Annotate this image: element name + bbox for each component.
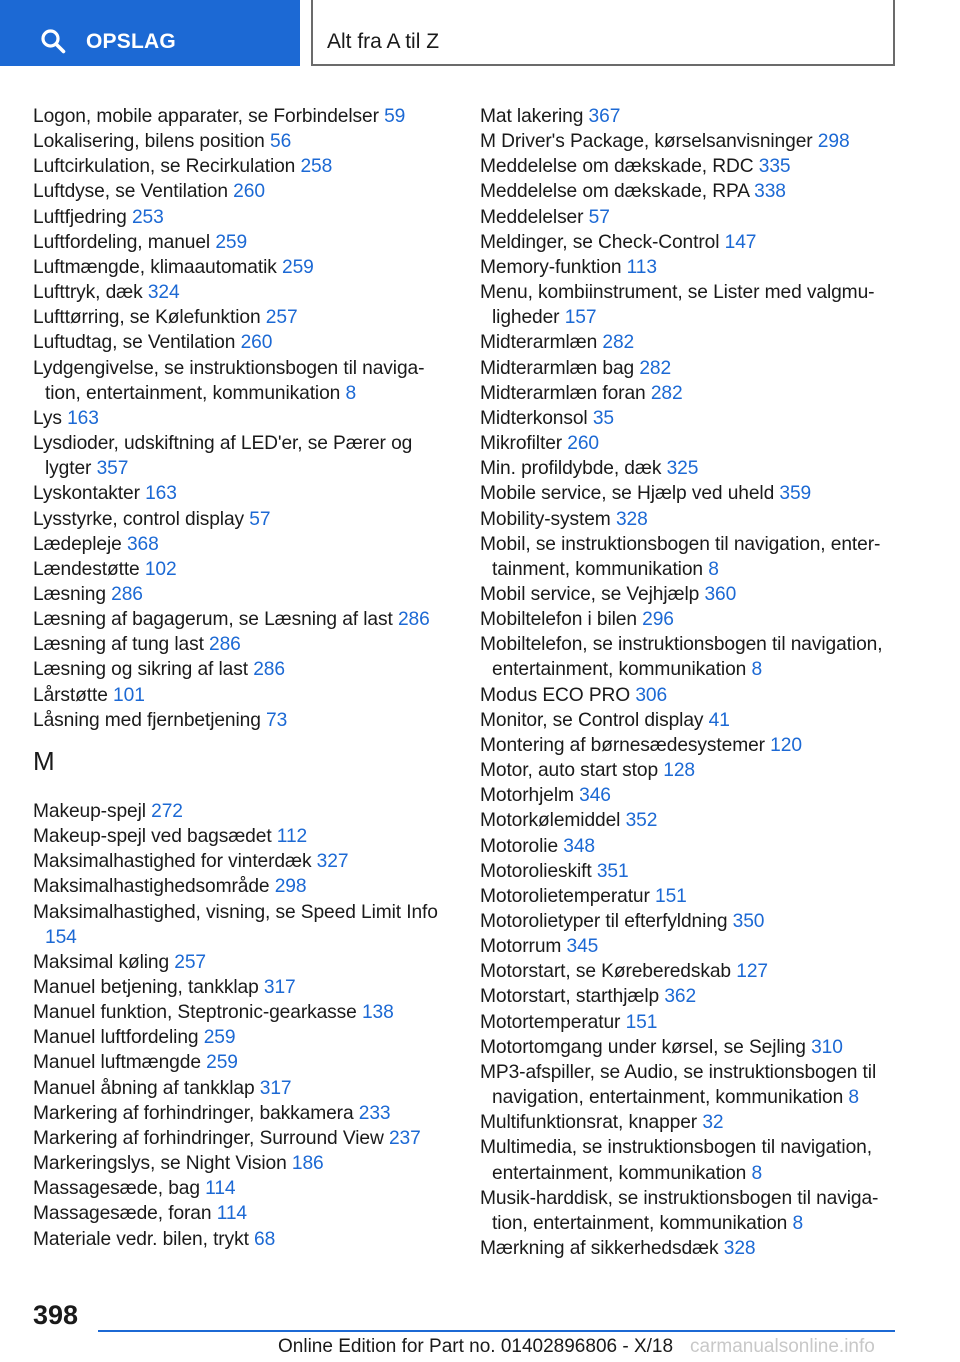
index-entry-text: Motorolieskift — [480, 860, 597, 882]
index-entry-text: Lufttryk, dæk — [33, 282, 148, 304]
index-entry — [33, 431, 453, 481]
index-entry — [33, 1126, 453, 1151]
index-group-l — [33, 104, 453, 733]
index-entry-text: Midterarmlæn — [480, 332, 603, 354]
section-title-tab[interactable] — [311, 0, 895, 66]
index-entry-text: Mobility-system — [480, 508, 616, 530]
page-reference-link[interactable]: 259 — [215, 231, 248, 253]
page-reference-link[interactable]: 367 — [588, 106, 621, 127]
index-entry — [480, 205, 895, 230]
page-reference-link[interactable]: 114 — [216, 1203, 247, 1225]
page-reference-link[interactable]: 257 — [265, 307, 298, 329]
page-reference-link[interactable]: 259 — [206, 1052, 238, 1074]
index-entry — [480, 758, 895, 783]
index-entry-text: Meddelelse om dækskade, RPA — [480, 181, 755, 203]
index-entry — [33, 205, 453, 230]
index-entry-text: Motortemperatur — [480, 1011, 626, 1033]
index-entry — [480, 255, 895, 280]
page-reference-link[interactable]: 35 — [592, 407, 614, 429]
index-entry-text: Massagesæde, bag — [33, 1178, 206, 1200]
index-entry — [33, 305, 453, 330]
index-entry-text: Maksimalhastighedsområde — [33, 876, 275, 898]
footer-divider — [98, 1330, 895, 1332]
index-entry — [480, 783, 895, 808]
page-reference-link[interactable]: 8 — [792, 1212, 804, 1234]
index-entry-text: MP3-afspiller, se Audio, se instruktionsbogen til navigation, entertainment, kommunikation — [480, 1061, 877, 1109]
index-entry-text: Min. profildybde, dæk — [480, 458, 667, 480]
index-entry-text: Markering af forhindringer, bakkamera — [33, 1102, 359, 1124]
page-reference-link[interactable]: 151 — [655, 885, 687, 907]
index-entry — [480, 607, 895, 632]
index-entry-text: Lydgengivelse, se instruktionsbogen til naviga‐tion, entertainment, kommunikation — [33, 357, 425, 404]
index-entry-text: Læsning — [33, 583, 112, 605]
index-entry-text: Læsning og sikring af last — [33, 659, 254, 681]
index-entry-text: Motorrum — [480, 936, 567, 958]
search-icon — [40, 28, 66, 54]
index-entry-text: Modus ECO PRO — [480, 684, 636, 706]
index-entry — [480, 834, 895, 859]
index-entry-text: Memory-funktion — [480, 256, 627, 278]
page-reference-link[interactable]: 338 — [754, 181, 786, 203]
index-entry-text: Luftcirkulation, se Recirkulation — [33, 156, 301, 178]
index-entry-text: Mobil, se instruktionsbogen til navigation, enter‐tainment, kommunikation — [480, 533, 881, 580]
page-reference-link[interactable]: 282 — [650, 382, 683, 404]
index-entry-text: Materiale vedr. bilen, trykt — [33, 1228, 255, 1250]
index-entry-text: Midterarmlæn bag — [480, 357, 640, 379]
index-entry-text: Mobil service, se Vejhjælp — [480, 583, 705, 605]
page-reference-link[interactable]: 102 — [144, 558, 177, 580]
page-reference-link[interactable]: 310 — [811, 1036, 843, 1058]
page-reference-link[interactable]: 120 — [770, 734, 802, 756]
index-entry — [33, 1101, 453, 1126]
index-entry-text: Luftfordeling, manuel — [33, 231, 216, 253]
index-entry-text: Makeup-spejl — [33, 800, 152, 822]
page-reference-link[interactable]: 360 — [704, 583, 737, 605]
index-entry — [480, 1236, 895, 1261]
index-entry — [33, 1025, 453, 1050]
index-entry-text: Makeup-spejl ved bagsædet — [33, 826, 277, 848]
index-entry — [480, 179, 895, 204]
index-entry — [480, 1186, 895, 1236]
page-reference-link[interactable]: 8 — [751, 1162, 763, 1184]
index-entry — [480, 984, 895, 1009]
index-entry-text: Læsning af bagagerum, se Læsning af last — [33, 609, 398, 631]
search-tab-label: OPSLAG — [86, 30, 176, 53]
index-entry — [33, 356, 453, 406]
index-entry — [480, 356, 895, 381]
index-entry — [480, 708, 895, 733]
index-entry — [33, 154, 453, 179]
index-entry — [33, 1227, 453, 1252]
index-entry — [33, 1201, 453, 1226]
index-entry-text: Midterkonsol — [480, 407, 593, 429]
page-reference-link[interactable]: 154 — [45, 926, 77, 948]
index-entry — [480, 909, 895, 934]
page-reference-link[interactable]: 327 — [316, 851, 349, 873]
page-reference-link[interactable]: 286 — [111, 583, 143, 605]
index-entry — [33, 824, 453, 849]
page-number: 398 — [33, 1300, 79, 1330]
index-entry-text: Lokalisering, bilens position — [33, 131, 270, 153]
page-reference-link[interactable]: 350 — [732, 911, 765, 932]
page-reference-link[interactable]: 163 — [145, 483, 177, 505]
index-entry-text: Læsning af tung last — [33, 634, 210, 656]
page-reference-link[interactable]: 8 — [708, 558, 719, 580]
index-entry-text: M Driver's Package, kørselsanvisninger — [480, 131, 818, 153]
page-reference-link[interactable]: 8 — [751, 659, 763, 681]
page-reference-link[interactable]: 113 — [626, 256, 657, 278]
page-reference-link[interactable]: 147 — [724, 231, 757, 253]
index-entry — [33, 582, 453, 607]
index-entry — [33, 481, 453, 506]
page-reference-link[interactable]: 282 — [639, 357, 672, 379]
index-entry-text: Motorstart, starthjælp — [480, 986, 665, 1008]
index-entry-text: Manuel betjening, tankklap — [33, 977, 264, 998]
index-entry-text: Lædepleje — [33, 533, 127, 555]
page-reference-link[interactable]: 258 — [300, 156, 333, 178]
index-column-left — [33, 104, 453, 1252]
index-entry-text: Mobiltelefon, se instruktionsbogen til navigation, entertainment, kommunikation — [480, 634, 883, 681]
page-reference-link[interactable]: 325 — [666, 458, 699, 480]
index-entry — [480, 859, 895, 884]
index-entry-text: Menu, kombiinstrument, se Lister med valgmu‐ligheder — [480, 282, 875, 329]
index-entry — [33, 406, 453, 431]
index-group-m-continued — [480, 104, 895, 1261]
page-reference-link[interactable]: 272 — [151, 800, 183, 822]
index-entry — [33, 1050, 453, 1075]
page-reference-link[interactable]: 253 — [131, 206, 164, 228]
index-entry — [33, 975, 453, 1000]
index-entry — [33, 900, 453, 950]
page-reference-link[interactable]: 101 — [113, 684, 145, 706]
index-entry-text: Lændestøtte — [33, 558, 145, 580]
page-reference-link[interactable]: 286 — [397, 609, 430, 631]
page-reference-link[interactable]: 8 — [848, 1087, 859, 1109]
index-entry-text: Mat lakering — [480, 106, 589, 127]
page-reference-link[interactable]: 328 — [723, 1238, 756, 1260]
index-entry — [33, 230, 453, 255]
index-entry-text: Lysdioder, udskiftning af LED'er, se Pærer og lygter — [33, 433, 413, 480]
page-reference-link[interactable]: 259 — [282, 256, 314, 278]
index-entry — [480, 381, 895, 406]
index-entry-text: Motorolie — [480, 835, 564, 857]
index-entry-text: Lårstøtte — [33, 684, 114, 706]
page-reference-link[interactable]: 114 — [205, 1178, 236, 1200]
index-entry-text: Maksimal køling — [33, 951, 175, 973]
page-reference-link[interactable]: 359 — [779, 483, 812, 505]
index-entry-text: Lyskontakter — [33, 483, 146, 505]
index-entry — [33, 1076, 453, 1101]
page-reference-link[interactable]: 306 — [635, 684, 668, 706]
index-entry-text: Monitor, se Control display — [480, 709, 709, 731]
index-entry — [33, 280, 453, 305]
index-entry-text: Meddelelser — [480, 206, 589, 228]
index-entry — [480, 330, 895, 355]
index-entry-text: Motorhjelm — [480, 785, 580, 807]
index-entry-text: Lys — [33, 407, 68, 429]
page-reference-link[interactable]: 68 — [254, 1228, 276, 1250]
index-entry-text: Midterarmlæn foran — [480, 382, 651, 404]
page-reference-link[interactable]: 257 — [174, 951, 206, 973]
search-tab[interactable] — [0, 0, 300, 66]
page-reference-link[interactable]: 282 — [602, 332, 635, 354]
index-entry — [480, 1035, 895, 1060]
index-entry — [33, 950, 453, 975]
index-entry-text: Lysstyrke, control display — [33, 508, 250, 530]
index-entry — [33, 874, 453, 899]
index-entry — [480, 884, 895, 909]
page-reference-link[interactable]: 362 — [664, 986, 697, 1008]
index-entry — [33, 849, 453, 874]
index-entry — [33, 1151, 453, 1176]
page-reference-link[interactable]: 128 — [663, 760, 695, 782]
index-entry-text: Luftfjedring — [33, 206, 132, 228]
index-entry-text: Manuel luftfordeling — [33, 1027, 204, 1049]
index-entry — [33, 632, 453, 657]
index-entry — [33, 179, 453, 204]
index-entry-text: Mobiltelefon i bilen — [480, 609, 643, 631]
index-entry — [480, 733, 895, 758]
index-entry — [480, 456, 895, 481]
page-reference-link[interactable]: 286 — [209, 634, 241, 656]
index-entry-text: Logon, mobile apparater, se Forbindelser — [33, 106, 385, 127]
page-reference-link[interactable]: 324 — [147, 282, 180, 304]
index-entry — [480, 1010, 895, 1035]
index-entry-text: Luftudtag, se Ventilation — [33, 332, 241, 354]
index-entry — [480, 431, 895, 456]
page-reference-link[interactable]: 260 — [240, 332, 273, 354]
page-reference-link[interactable]: 233 — [358, 1102, 391, 1124]
index-entry — [33, 255, 453, 280]
index-entry — [33, 507, 453, 532]
index-entry-text: Manuel luftmængde — [33, 1052, 207, 1074]
page-reference-link[interactable]: 348 — [563, 835, 595, 857]
index-entry — [480, 104, 895, 129]
index-entry-text: Multifunktionsrat, knapper — [480, 1112, 703, 1134]
index-entry-text: Luftmængde, klimaautomatik — [33, 256, 282, 278]
index-entry — [480, 532, 895, 582]
index-entry — [33, 657, 453, 682]
index-entry — [33, 683, 453, 708]
page-reference-link[interactable]: 186 — [291, 1153, 324, 1175]
page-reference-link[interactable]: 59 — [384, 106, 406, 127]
index-entry — [480, 632, 895, 682]
page-reference-link[interactable]: 352 — [625, 810, 658, 832]
index-entry — [33, 330, 453, 355]
page-reference-link[interactable]: 127 — [736, 961, 768, 983]
index-entry — [480, 683, 895, 708]
page-reference-link[interactable]: 8 — [345, 382, 357, 404]
page-reference-link[interactable]: 41 — [708, 709, 730, 731]
index-entry-text: Motor, auto start stop — [480, 760, 664, 782]
index-entry — [480, 129, 895, 154]
edition-text: Online Edition for Part no. 01402896806 - X/18 — [278, 1336, 674, 1357]
index-entry-text: Motortomgang under kørsel, se Sejling — [480, 1036, 812, 1058]
index-column-right — [480, 104, 895, 1261]
page-reference-link[interactable]: 286 — [253, 659, 285, 681]
index-entry-text: Motorolietemperatur — [480, 885, 656, 907]
index-entry — [480, 934, 895, 959]
page-reference-link[interactable]: 260 — [233, 181, 265, 203]
index-entry — [33, 129, 453, 154]
page-reference-link[interactable]: 157 — [564, 307, 597, 329]
index-entry-text: Manuel funktion, Steptronic-gearkasse — [33, 1002, 362, 1024]
index-entry-text: Markeringslys, se Night Vision — [33, 1153, 292, 1175]
index-entry — [480, 1135, 895, 1185]
index-entry — [480, 280, 895, 330]
index-entry-text: Maksimalhastighed, visning, se Speed Limit Info — [33, 901, 438, 923]
page-reference-link[interactable]: 237 — [388, 1127, 421, 1149]
index-entry — [33, 708, 453, 733]
page-reference-link[interactable]: 296 — [642, 609, 674, 631]
page-reference-link[interactable]: 138 — [361, 1002, 394, 1024]
page-reference-link[interactable]: 335 — [758, 156, 791, 178]
index-entry-text: Maksimalhastighed for vinterdæk — [33, 851, 317, 873]
index-entry-text: Låsning med fjernbetjening — [33, 709, 267, 731]
index-entry — [480, 154, 895, 179]
index-entry — [33, 557, 453, 582]
index-entry — [480, 406, 895, 431]
page-reference-link[interactable]: 260 — [567, 433, 599, 455]
index-entry-text: Massagesæde, foran — [33, 1203, 217, 1225]
index-entry — [480, 1110, 895, 1135]
index-entry-text: Markering af forhindringer, Surround View — [33, 1127, 389, 1149]
index-entry-text: Motorolietyper til efterfyldning — [480, 911, 733, 932]
page-reference-link[interactable]: 112 — [276, 826, 308, 848]
index-entry-text: Luftdyse, se Ventilation — [33, 181, 234, 203]
page-reference-link[interactable]: 57 — [588, 206, 610, 228]
page-reference-link[interactable]: 317 — [259, 1077, 292, 1099]
page-reference-link[interactable]: 73 — [266, 709, 288, 731]
index-entry-text: Lufttørring, se Kølefunktion — [33, 307, 266, 329]
index-entry-text: Mikrofilter — [480, 433, 568, 455]
index-entry — [480, 481, 895, 506]
section-letter: M — [33, 745, 55, 776]
index-entry — [480, 230, 895, 255]
index-entry — [480, 1060, 895, 1110]
index-entry — [33, 607, 453, 632]
page-reference-link[interactable]: 317 — [263, 977, 296, 998]
index-entry — [33, 532, 453, 557]
index-entry — [33, 1000, 453, 1025]
page-reference-link[interactable]: 351 — [596, 860, 629, 882]
page-reference-link[interactable]: 151 — [625, 1011, 658, 1033]
index-entry-text: Motorstart, se Køreberedskab — [480, 961, 737, 983]
index-entry — [480, 507, 895, 532]
index-entry-text: Meddelelse om dækskade, RDC — [480, 156, 759, 178]
index-entry-text: Multimedia, se instruktionsbogen til navigation, entertainment, kommunikation — [480, 1137, 872, 1184]
index-entry-text: Motorkølemiddel — [480, 810, 626, 832]
page-reference-link[interactable]: 345 — [566, 936, 599, 958]
page-header — [0, 0, 960, 66]
index-entry — [33, 1176, 453, 1201]
index-entry — [480, 959, 895, 984]
page-reference-link[interactable]: 328 — [615, 508, 648, 530]
index-entry — [33, 104, 453, 129]
page-reference-link[interactable]: 357 — [96, 458, 129, 480]
page-reference-link[interactable]: 56 — [270, 131, 292, 153]
page-reference-link[interactable]: 298 — [817, 131, 850, 153]
index-entry — [480, 808, 895, 833]
page-reference-link[interactable]: 163 — [67, 407, 99, 429]
index-entry-text: Meldinger, se Check-Control — [480, 231, 725, 253]
page-reference-link[interactable]: 259 — [203, 1027, 236, 1049]
index-entry-text: Mærkning af sikkerhedsdæk — [480, 1238, 724, 1260]
index-entry — [480, 582, 895, 607]
index-entry-text: Manuel åbning af tankklap — [33, 1077, 260, 1099]
index-entry — [33, 799, 453, 824]
index-entry-text: Musik-harddisk, se instruktionsbogen til naviga‐tion, entertainment, kommunikation — [480, 1187, 879, 1234]
page-reference-link[interactable]: 368 — [126, 533, 159, 555]
page-reference-link[interactable]: 32 — [702, 1112, 724, 1134]
page-reference-link[interactable]: 346 — [579, 785, 611, 807]
index-group-m — [33, 799, 453, 1252]
watermark: carmanualsonline.info — [690, 1336, 875, 1357]
page-reference-link[interactable]: 298 — [274, 876, 307, 898]
index-entry-text: Mobile service, se Hjælp ved uheld — [480, 483, 780, 505]
index-entry-text: Montering af børnesædesystemer — [480, 734, 771, 756]
section-title: Alt fra A til Z — [327, 30, 440, 53]
page-reference-link[interactable]: 57 — [249, 508, 271, 530]
